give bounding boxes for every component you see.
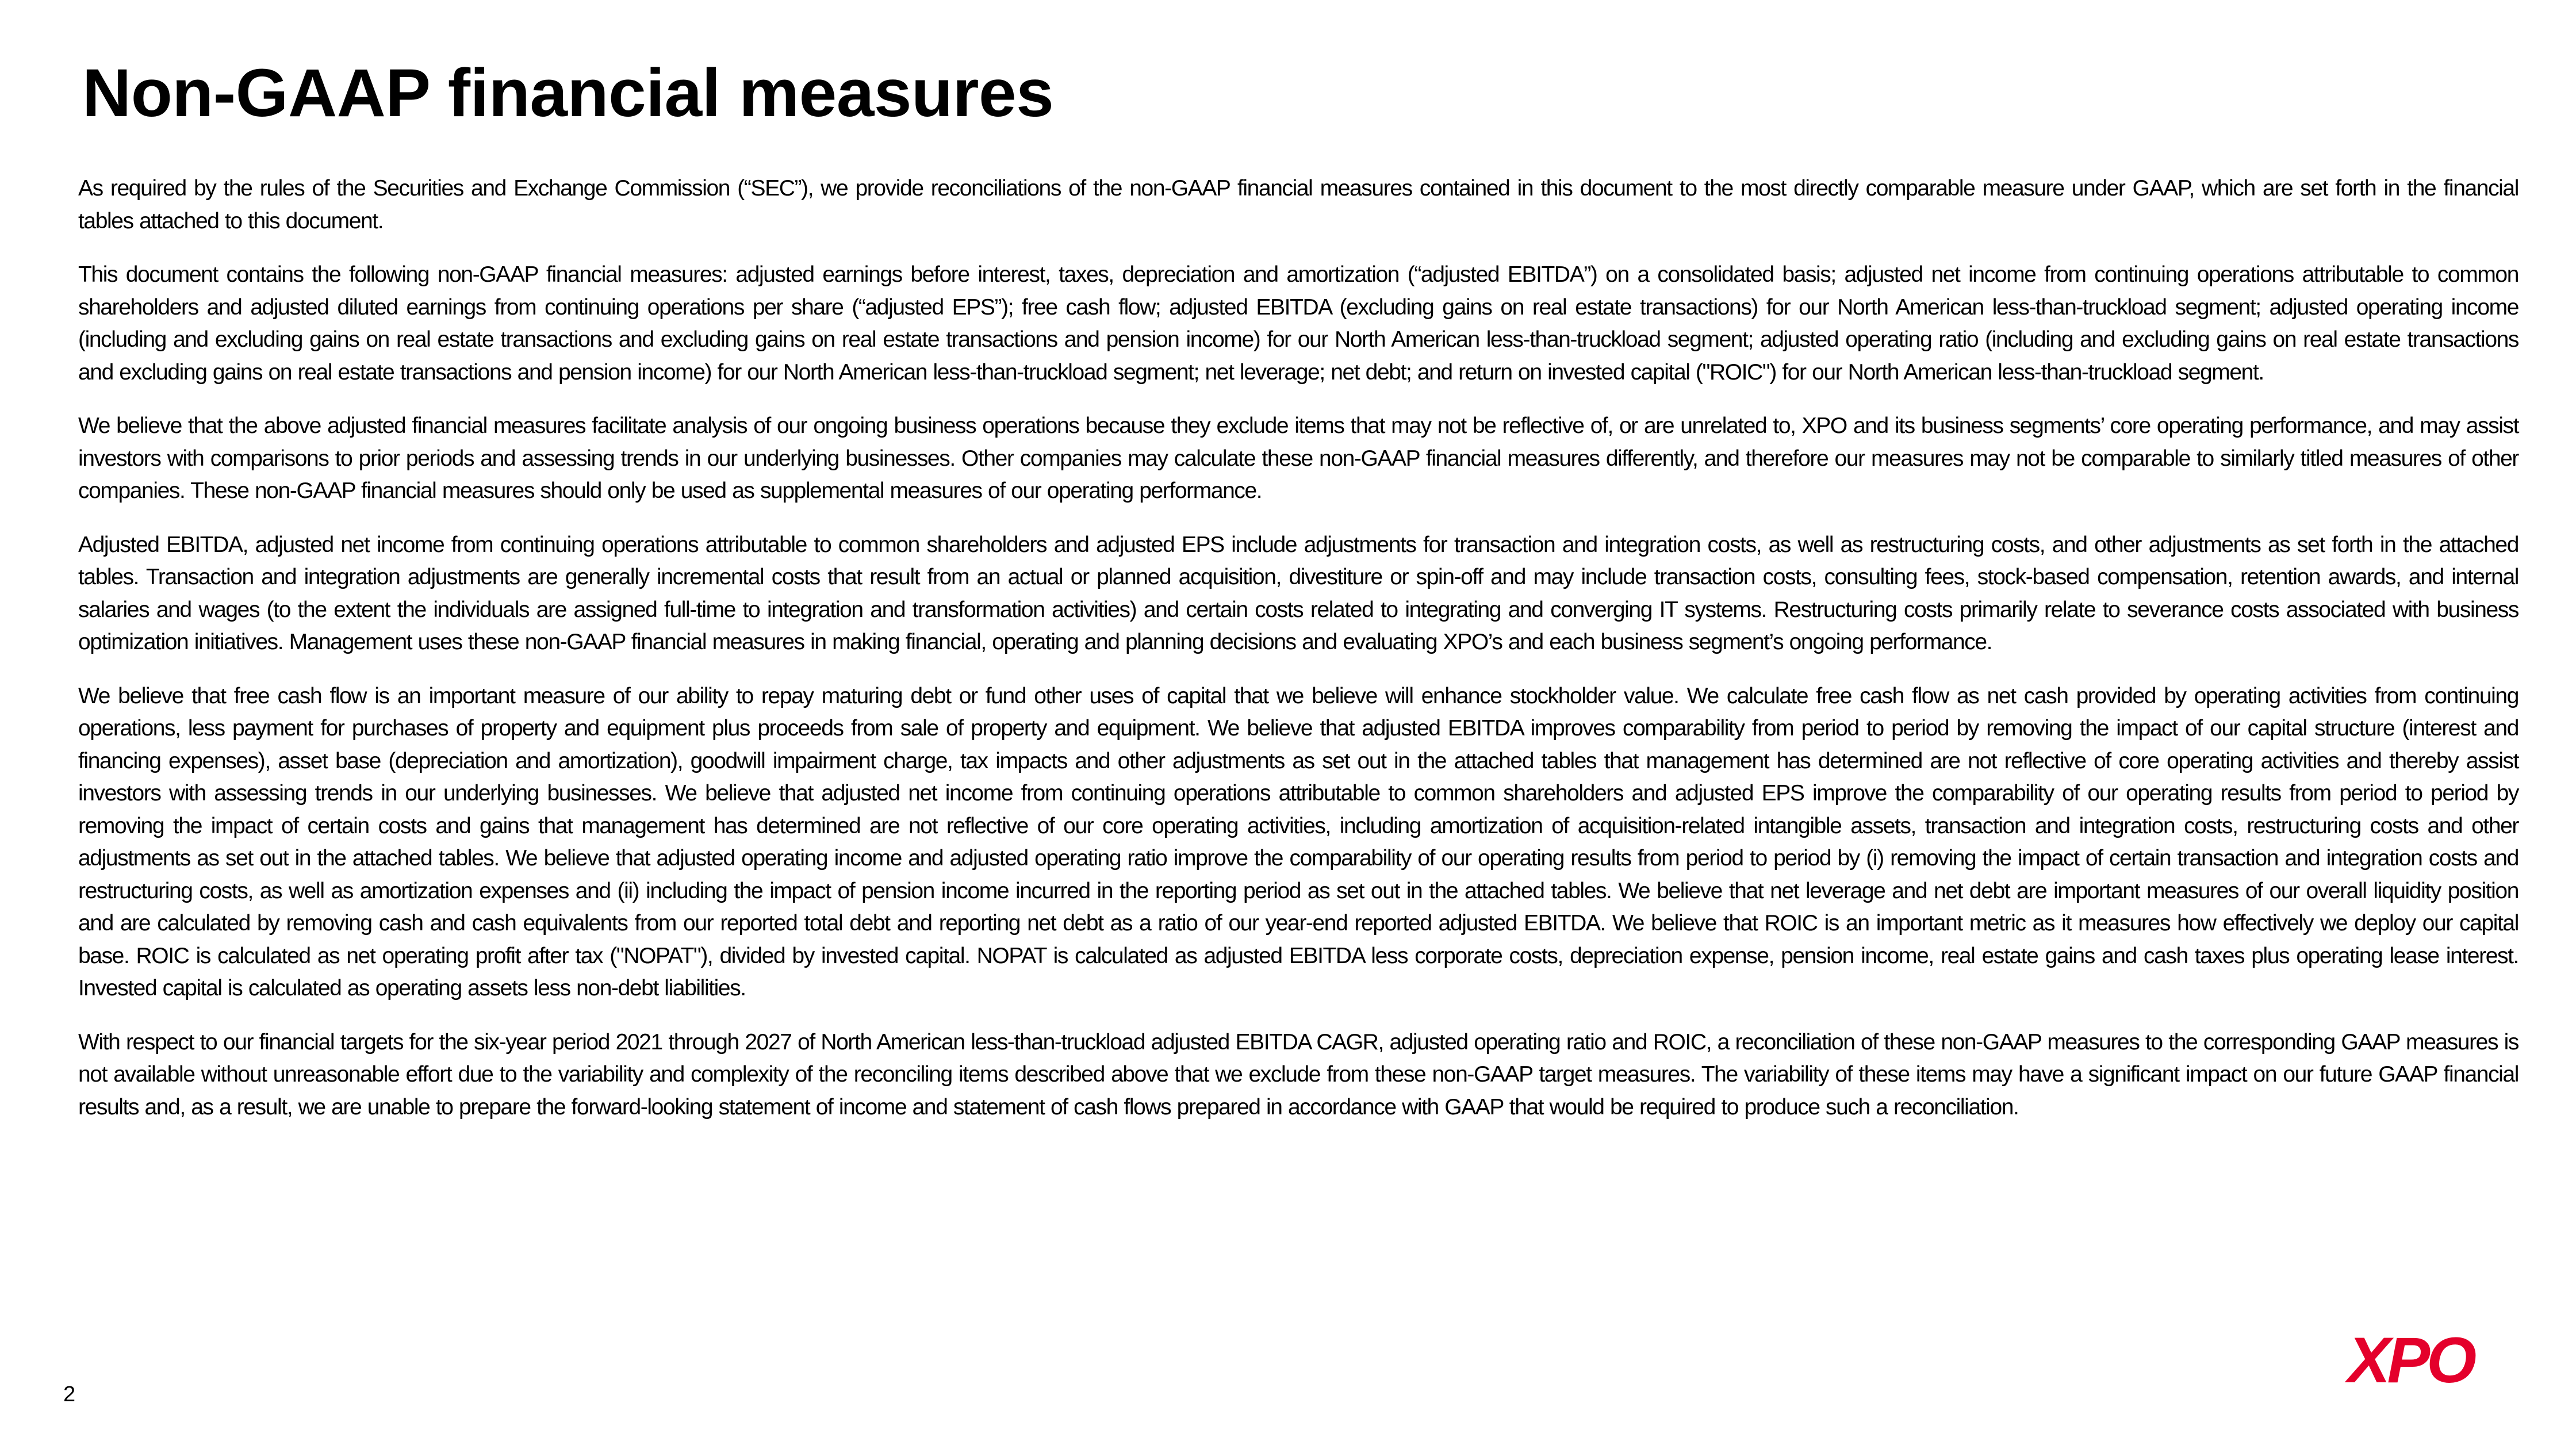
page-title: Non-GAAP financial measures	[82, 55, 1054, 131]
paragraph-financial-targets: With respect to our financial targets for the six-year period 2021 through 2027 of North American less-than-truckload adjusted EBITDA CAGR, adjusted operating ratio and ROIC, a reconciliation of these non-GAAP measures to the corresponding GAAP measures is not available without unreasonable effort due to the variability and complexity of the reconciling items described above that we exclude from these non-GAAP target measures. The variability of these items may have a significant impact on our future GAAP financial results and, as a result, we are unable to prepare the forward-looking statement of income and statement of cash flows prepared in accordance with GAAP that would be required to produce such a reconciliation.	[78, 1029, 2518, 1120]
xpo-logo	[2336, 1333, 2485, 1388]
paragraph-sec-reconciliation: As required by the rules of the Securities and Exchange Commission (“SEC”), we provide reconciliations of the non-GAAP financial measures contained in this document to the most directly comparable measure under GAAP, which are set forth in the financial tables attached to this document.	[78, 176, 2518, 233]
paragraph-adjustments: Adjusted EBITDA, adjusted net income from continuing operations attributable to common shareholders and adjusted EPS include adjustments for transaction and integration costs, as well as restructuring costs, and other adjustments as set forth in the attached tables. Transaction and integration adjustments are generally incremental costs that result from an actual or planned acquisition, divestiture or spin-off and may include transaction costs, consulting fees, stock-based compensation, retention awards, and internal salaries and wages (to the extent the individuals are assigned full-time to integration and transformation activities) and certain costs related to integrating and converging IT systems. Restructuring costs primarily relate to severance costs associated with business optimization initiatives. Management uses these non-GAAP financial measures in making financial, operating and planning decisions and evaluating XPO’s and each business segment’s ongoing performance.	[78, 532, 2518, 654]
logo-text: XPO	[2347, 1333, 2474, 1388]
paragraph-measures-list: This document contains the following non-GAAP financial measures: adjusted earnings before interest, taxes, depreciation and amortization (“adjusted EBITDA”) on a consolidated basis; adjusted net income from continuing operations attributable to common shareholders and adjusted diluted earnings from continuing operations per share (“adjusted EPS”); free cash flow; adjusted EBITDA (excluding gains on real estate transactions) for our North American less-than-truckload segment; adjusted operating income (including and excluding gains on real estate transactions and excluding gains on real estate transactions and pension income) for our North American less-than-truckload segment; adjusted operating ratio (including and excluding gains on real estate transactions and excluding gains on real estate transactions and pension income) for our North American less-than-truckload segment; net leverage; net debt; and return on invested capital ("ROIC") for our North American less-than-truckload segment.	[78, 262, 2518, 385]
page-number: 2	[63, 1382, 76, 1406]
body-text	[78, 172, 2518, 1145]
paragraph-analysis-rationale: We believe that the above adjusted financial measures facilitate analysis of our ongoing business operations because they exclude items that may not be reflective of, or are unrelated to, XPO and its business segments’ core operating performance, and may assist investors with comparisons to prior periods and assessing trends in our underlying businesses. Other companies may calculate these non-GAAP financial measures differently, and therefore our measures may not be comparable to similarly titled measures of other companies. These non-GAAP financial measures should only be used as supplemental measures of our operating performance.	[78, 413, 2518, 503]
paragraph-free-cash-flow: We believe that free cash flow is an important measure of our ability to repay maturing debt or fund other uses of capital that we believe will enhance stockholder value. We calculate free cash flow as net cash provided by operating activities from continuing operations, less payment for purchases of property and equipment plus proceeds from sale of property and equipment. We believe that adjusted EBITDA improves comparability from period to period by removing the impact of our capital structure (interest and financing expenses), asset base (depreciation and amortization), goodwill impairment charge, tax impacts and other adjustments as set out in the attached tables that management has determined are not reflective of core operating activities and thereby assist investors with assessing trends in our underlying businesses. We believe that adjusted net income from continuing operations attributable to common shareholders and adjusted EPS improve the comparability of our operating results from period to period by removing the impact of certain costs and gains that management has determined are not reflective of our core operating activities, including amortization of acquisition-related intangible assets, transaction and integration costs, restructuring costs and other adjustments as set out in the attached tables. We believe that adjusted operating income and adjusted operating ratio improve the comparability of our operating results from period to period by (i) removing the impact of certain transaction and integration costs and restructuring costs, as well as amortization expenses and (ii) including the impact of pension income incurred in the reporting period as set out in the attached tables. We believe that net leverage and net debt are important measures of our overall liquidity position and are calculated by removing cash and cash equivalents from our reported total debt and reporting net debt as a ratio of our year-end reported adjusted EBITDA. We believe that ROIC is an important metric as it measures how effectively we deploy our capital base. ROIC is calculated as net operating profit after tax ("NOPAT"), divided by invested capital. NOPAT is calculated as adjusted EBITDA less corporate costs, depreciation expense, pension income, real estate gains and cash taxes plus operating lease interest. Invested capital is calculated as operating assets less non-debt liabilities.	[78, 683, 2518, 1000]
